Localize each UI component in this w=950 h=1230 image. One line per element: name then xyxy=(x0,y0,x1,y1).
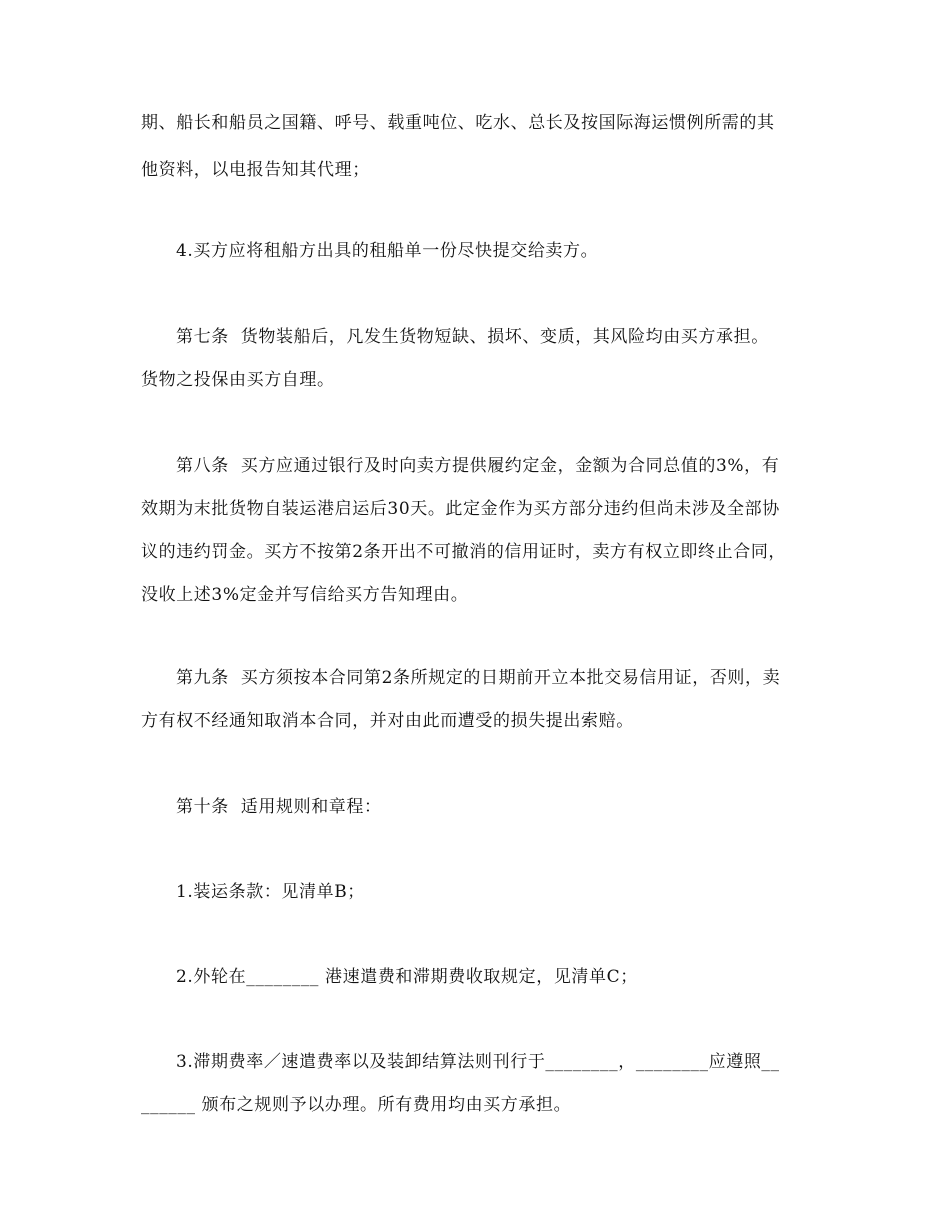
text-line: 4.买方应将租船方出具的租船单一份尽快提交给卖方。 xyxy=(176,241,599,261)
text-line: 2.外轮在________ 港速遣费和滞期费收取规定，见清单C； xyxy=(176,967,638,987)
text-line: 期、船长和船员之国籍、呼号、载重吨位、吃水、总长及按国际海运惯例所需的其 xyxy=(141,113,775,133)
text-line: 3.滞期费率／速遣费率以及装卸结算法则刊行于________，________应遵照__ xyxy=(176,1052,780,1072)
text-line: 他资料，以电报告知其代理； xyxy=(141,160,370,180)
text-line: 第七条 货物装船后，凡发生货物短缺、损坏、变质，其风险均由买方承担。 xyxy=(176,327,769,347)
text-line: 第八条 买方应通过银行及时向卖方提供履约定金，金额为合同总值的3%，有 xyxy=(176,456,780,476)
text-line: 货物之投保由买方自理。 xyxy=(141,370,335,390)
text-line: 第九条 买方须按本合同第2条所规定的日期前开立本批交易信用证，否则，卖 xyxy=(176,668,781,688)
text-line: 方有权不经通知取消本合同，并对由此而遭受的损失提出索赔。 xyxy=(141,711,634,731)
text-line: 议的违约罚金。买方不按第2条开出不可撤消的信用证时，卖方有权立即终止合同， xyxy=(141,542,787,562)
text-line: 效期为末批货物自装运港启运后30天。此定金作为买方部分违约但尚未涉及全部协 xyxy=(141,499,780,519)
text-line: ______ 颁布之规则予以办理。所有费用均由买方承担。 xyxy=(141,1095,572,1115)
text-line: 第十条 适用规则和章程： xyxy=(176,797,382,817)
text-line: 没收上述3%定金并写信给买方告知理由。 xyxy=(141,585,469,605)
text-line: 1.装运条款：见清单B； xyxy=(176,882,365,902)
